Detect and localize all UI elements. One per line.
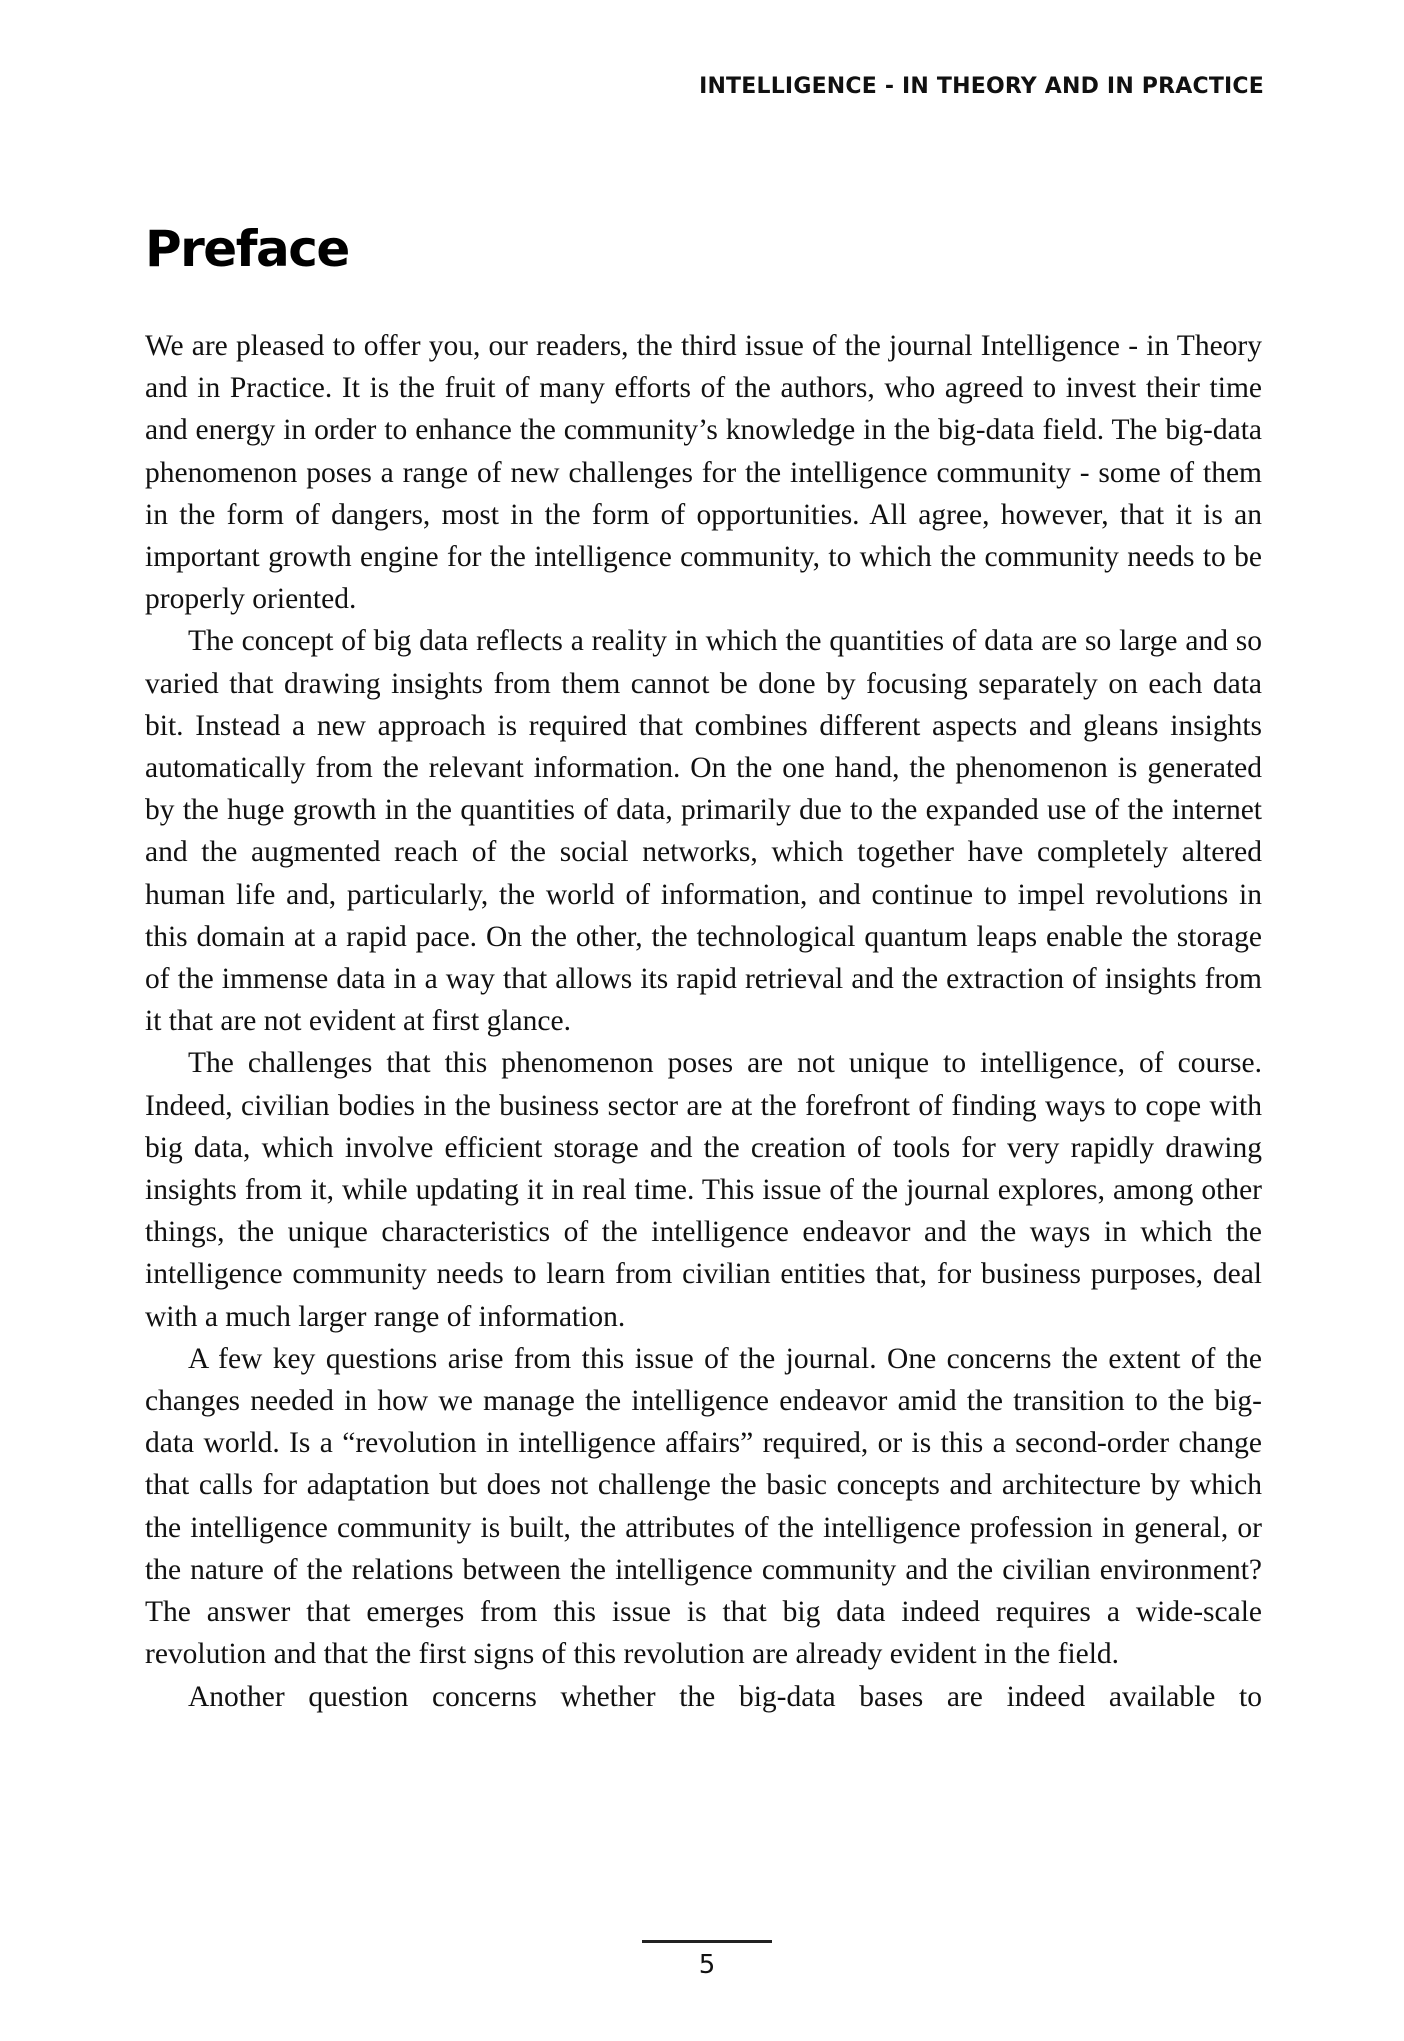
body-text xyxy=(145,325,1262,1718)
running-header: INTELLIGENCE - IN THEORY AND IN PRACTICE xyxy=(699,74,1264,99)
paragraph: The concept of big data reflects a reality in which the quantities of data are so large and so varied that drawing insights from them cannot be done by focusing separately on each data bit. Instead a new approach is required that combines different aspects and gleans insights automatically from the relevant information. On the one hand, the phenomenon is generated by the huge growth in the quantities of data, primarily due to the expanded use of the internet and the augmented reach of the social networks, which together have completely altered human life and, particularly, the world of information, and continue to impel revolutions in this domain at a rapid pace. On the other, the technological quantum leaps enable the storage of the immense data in a way that allows its rapid retrieval and the extraction of insights from it that are not evident at first glance. xyxy=(145,625,1262,1038)
footer-rule xyxy=(642,1940,772,1943)
paragraph: Another question concerns whether the big-data bases are indeed available to xyxy=(188,1680,1262,1713)
page-number: 5 xyxy=(698,1950,716,1980)
paragraph: The challenges that this phenomenon poses are not unique to intelligence, of course. Indeed, civilian bodies in the business sector are at the forefront of finding ways to cope with big data, which involve efficient storage and the creation of tools for very rapidly drawing insights from it, while updating it in real time. This issue of the journal explores, among other things, the unique characteristics of the intelligence endeavor and the ways in which the intelligence community needs to learn from civilian entities that, for business purposes, deal with a much larger range of information. xyxy=(145,1047,1262,1333)
page-title: Preface xyxy=(145,220,349,278)
paragraph: We are pleased to offer you, our readers, the third issue of the journal Intelligence - in Theory and in Practice. It is the fruit of many efforts of the authors, who agreed to invest their time and energy in order to enhance the community’s knowledge in the big-data field. The big-data phenomenon poses a range of new challenges for the intelligence community - some of them in the form of dangers, most in the form of opportunities. All agree, however, that it is an important growth engine for the intelligence community, to which the community needs to be properly oriented. xyxy=(145,330,1262,616)
paragraph: A few key questions arise from this issue of the journal. One concerns the extent of the changes needed in how we manage the intelligence endeavor amid the transition to the big-data world. Is a “revolution in intelligence affairs” required, or is this a second-order change that calls for adaptation but does not challenge the basic concepts and architecture by which the intelligence community is built, the attributes of the intelligence profession in general, or the nature of the relations between the intelligence community and the civilian environment? The answer that emerges from this issue is that big data indeed requires a wide-scale revolution and that the first signs of this revolution are already evident in the field. xyxy=(145,1342,1262,1671)
